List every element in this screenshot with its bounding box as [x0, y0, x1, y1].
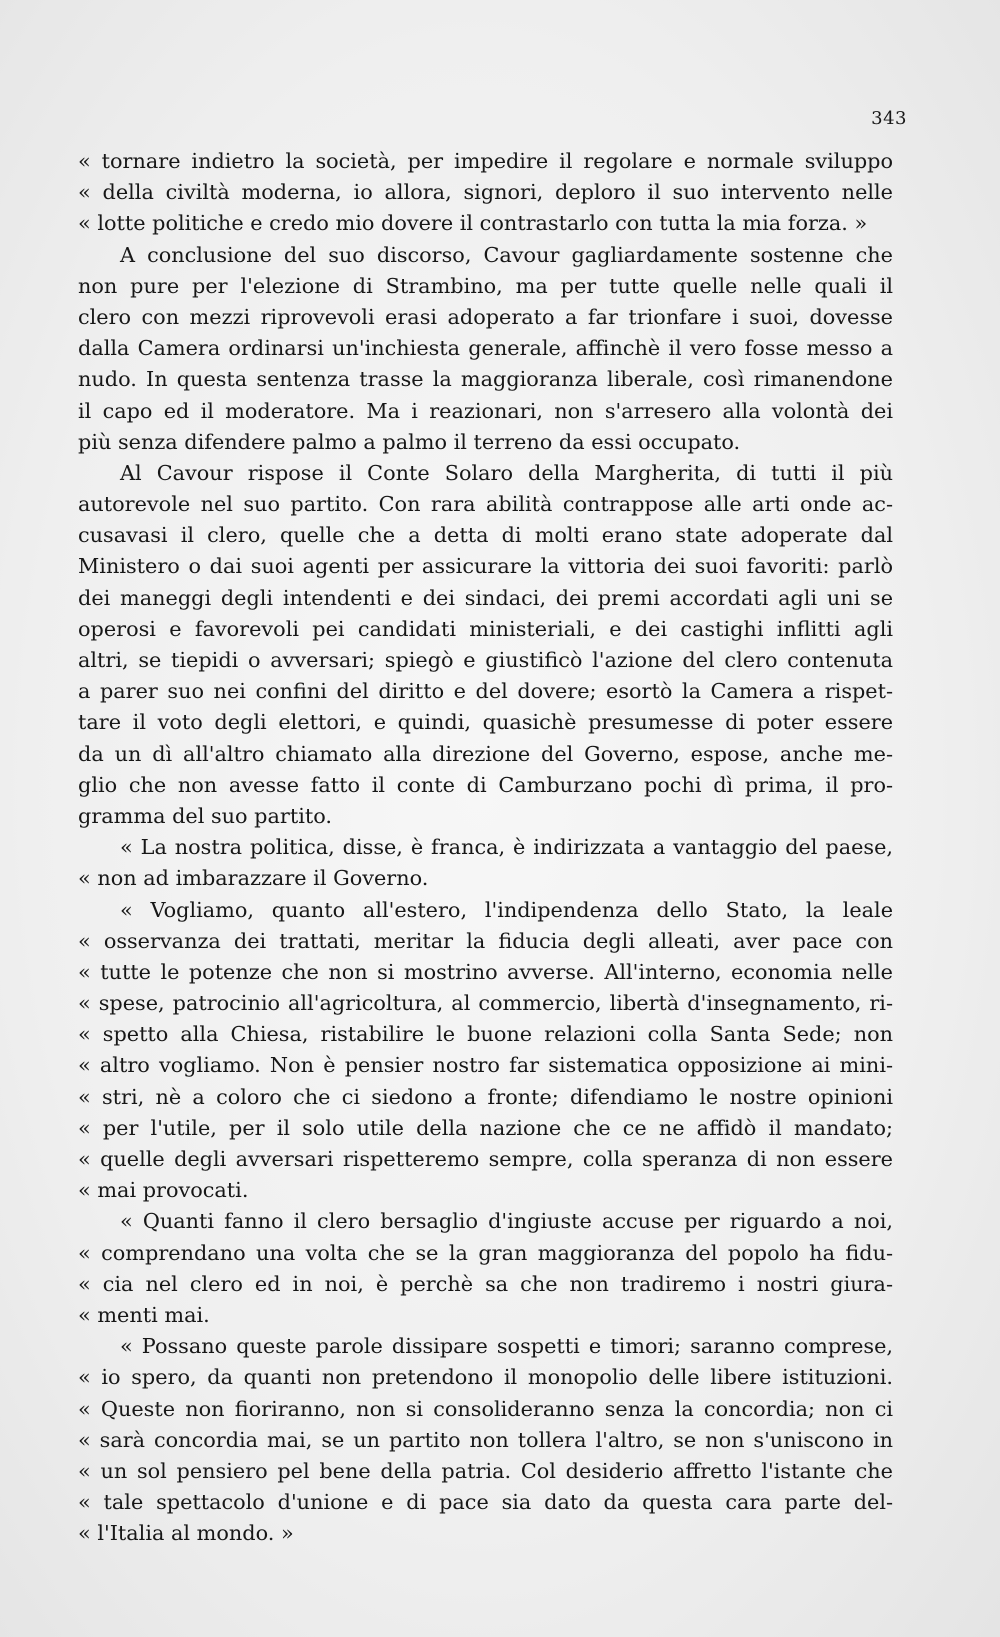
text-line-31: « stri, nè a coloro che ci siedono a fronte; difendiamo le nostre opinioni [78, 1084, 893, 1109]
text-line-21: glio che non avesse fatto il conte di Camburzano pochi dì prima, il pro- [78, 772, 893, 797]
text-line-6: clero con mezzi riprovevoli erasi adoperato a far trionfare i suoi, dovesse [78, 304, 893, 329]
text-line-24: « non ad imbarazzare il Governo. [78, 866, 429, 891]
text-line-42: « sarà concordia mai, se un partito non tollera l'altro, se non s'uniscono in [78, 1427, 893, 1452]
text-line-18: a parer suo nei confini del diritto e del dovere; esortò la Camera a rispet- [78, 679, 893, 704]
text-line-43: « un sol pensiero pel bene della patria. Col desiderio affretto l'istante che [78, 1458, 893, 1483]
text-line-37: « cia nel clero ed in noi, è perchè sa che non tradiremo i nostri giura- [78, 1271, 893, 1296]
text-line-40: « io spero, da quanti non pretendono il monopolio delle libere istituzioni. [78, 1365, 893, 1390]
text-line-34: « mai provocati. [78, 1178, 249, 1203]
text-line-16: operosi e favorevoli pei candidati ministeriali, e dei castighi inflitti agli [78, 616, 893, 641]
text-line-45: « l'Italia al mondo. » [78, 1521, 294, 1546]
text-line-32: « per l'utile, per il solo utile della nazione che ce ne affidò il mandato; [78, 1115, 893, 1140]
text-line-29: « spetto alla Chiesa, ristabilire le buone relazioni colla Santa Sede; non [78, 1022, 893, 1047]
page-number: 343 [871, 108, 907, 129]
text-line-39: « Possano queste parole dissipare sospetti e timori; saranno comprese, [120, 1334, 893, 1359]
text-line-14: Ministero o dai suoi agenti per assicurare la vittoria dei suoi favoriti: parlò [78, 554, 893, 579]
text-line-26: « osservanza dei trattati, meritar la fiducia degli alleati, aver pace con [78, 928, 893, 953]
text-line-13: cusavasi il clero, quelle che a detta di molti erano state adoperate dal [78, 523, 893, 548]
text-line-41: « Queste non fioriranno, non si consolideranno senza la concordia; non ci [78, 1396, 893, 1421]
text-line-28: « spese, patrocinio all'agricoltura, al commercio, libertà d'insegnamento, ri- [78, 991, 893, 1016]
text-line-33: « quelle degli avversari rispetteremo sempre, colla speranza di non essere [78, 1147, 893, 1171]
text-line-35: « Quanti fanno il clero bersaglio d'ingiuste accuse per riguardo a noi, [120, 1209, 893, 1234]
text-line-22: gramma del suo partito. [78, 803, 332, 828]
text-line-7: dalla Camera ordinarsi un'inchiesta generale, affinchè il vero fosse messo a [78, 336, 893, 361]
text-line-8: nudo. In questa sentenza trasse la maggioranza liberale, così rimanendone [78, 367, 893, 392]
text-line-36: « comprendano una volta che se la gran maggioranza del popolo ha fidu- [78, 1240, 893, 1265]
text-line-23: « La nostra politica, disse, è franca, è indirizzata a vantaggio del paese, [120, 835, 893, 860]
text-line-10: più senza difendere palmo a palmo il terreno da essi occupato. [78, 429, 741, 454]
text-line-19: tare il voto degli elettori, e quindi, quasichè presumesse di poter essere [78, 710, 893, 735]
text-line-30: « altro vogliamo. Non è pensier nostro far sistematica opposizione ai mini- [78, 1053, 893, 1078]
text-line-4: A conclusione del suo discorso, Cavour gagliardamente sostenne che [120, 242, 893, 267]
text-line-3: « lotte politiche e credo mio dovere il contrastarlo con tutta la mia forza. » [78, 211, 868, 236]
text-line-2: « della civiltà moderna, io allora, signori, deploro il suo intervento nelle [78, 180, 893, 205]
text-line-1: « tornare indietro la società, per impedire il regolare e normale sviluppo [78, 149, 893, 173]
text-line-38: « menti mai. [78, 1302, 210, 1327]
text-line-25: « Vogliamo, quanto all'estero, l'indipendenza dello Stato, la leale [120, 897, 893, 922]
text-line-12: autorevole nel suo partito. Con rara abilità contrappose alle arti onde ac- [78, 492, 893, 517]
text-line-9: il capo ed il moderatore. Ma i reazionari, non s'arresero alla volontà dei [78, 398, 893, 423]
text-line-17: altri, se tiepidi o avversari; spiegò e giustificò l'azione del clero contenuta [78, 648, 893, 672]
text-line-11: Al Cavour rispose il Conte Solaro della Margherita, di tutti il più [120, 460, 893, 485]
text-line-27: « tutte le potenze che non si mostrino avverse. All'interno, economia nelle [78, 959, 893, 984]
text-line-44: « tale spettacolo d'unione e di pace sia dato da questa cara parte del- [78, 1490, 893, 1515]
text-line-20: da un dì all'altro chiamato alla direzione del Governo, espose, anche me- [78, 741, 893, 766]
text-line-5: non pure per l'elezione di Strambino, ma per tutte quelle nelle quali il [78, 273, 893, 298]
page-body-text [78, 146, 893, 1549]
text-line-15: dei maneggi degli intendenti e dei sindaci, dei premi accordati agli uni se [78, 585, 893, 610]
